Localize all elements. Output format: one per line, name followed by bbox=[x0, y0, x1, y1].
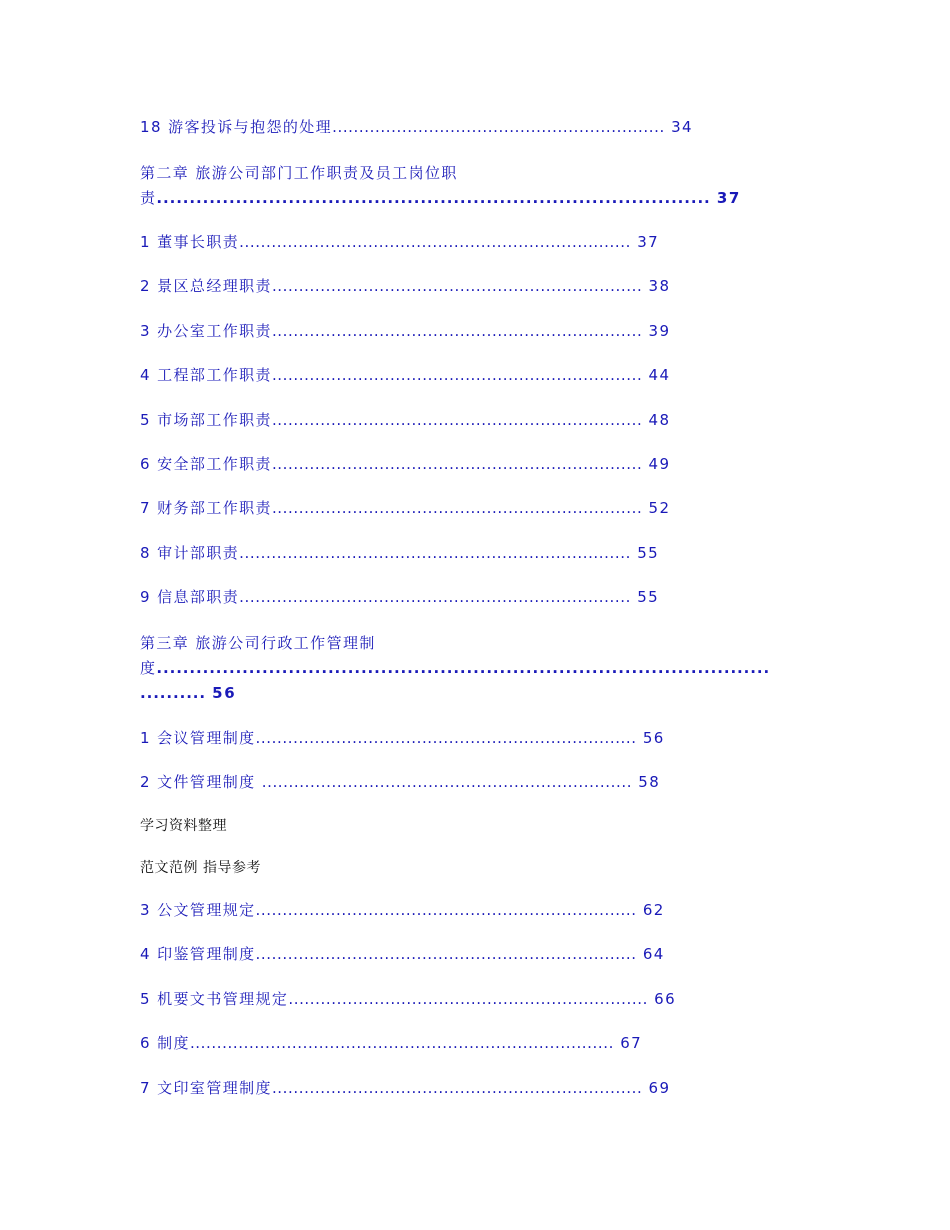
toc-leader-dots: ..................................................................... bbox=[271, 277, 643, 295]
toc-chapter-3-line2[interactable] bbox=[140, 658, 770, 678]
toc-leader-dots: ................................................................... bbox=[288, 990, 648, 1008]
toc-entry-number: 18 bbox=[140, 118, 162, 136]
toc-entry[interactable] bbox=[140, 498, 670, 518]
toc-leader-dots: ......................................................................... bbox=[239, 233, 632, 251]
toc-entry[interactable] bbox=[140, 944, 665, 964]
toc-entry-number: 8 bbox=[140, 544, 151, 562]
toc-entry-title: 安全部工作职责 bbox=[157, 455, 272, 473]
toc-leader-dots: ..................................................................... bbox=[271, 499, 643, 517]
toc-entry-number: 5 bbox=[140, 990, 151, 1008]
toc-entry[interactable] bbox=[140, 365, 670, 385]
toc-entry-page: 55 bbox=[637, 544, 660, 562]
toc-entry-page: 38 bbox=[648, 277, 671, 295]
toc-entry-page: 55 bbox=[637, 588, 660, 606]
toc-entry[interactable] bbox=[140, 454, 670, 474]
toc-entry[interactable] bbox=[140, 543, 659, 563]
toc-entry-title: 工程部工作职责 bbox=[157, 366, 272, 384]
toc-entry-title: 市场部工作职责 bbox=[157, 411, 272, 429]
toc-leader-dots: ..................................................................... bbox=[271, 1079, 643, 1097]
toc-leader-dots: ............................................................................... bbox=[189, 1034, 615, 1052]
toc-leader-dots: ....................................................................... bbox=[255, 901, 637, 919]
toc-entry-page: 62 bbox=[642, 901, 665, 919]
toc-chapter-3-line3[interactable] bbox=[140, 683, 236, 703]
toc-entry[interactable] bbox=[140, 321, 670, 341]
toc-entry-18[interactable] bbox=[140, 117, 693, 137]
toc-chapter-2-line2[interactable] bbox=[140, 188, 741, 208]
header-note: 范文范例 指导参考 bbox=[140, 860, 261, 876]
toc-entry-title: 财务部工作职责 bbox=[157, 499, 272, 517]
toc-leader-dots: ....................................................................... bbox=[255, 729, 637, 747]
toc-entry-title: 公文管理规定 bbox=[157, 901, 256, 919]
toc-entry[interactable] bbox=[140, 232, 659, 252]
toc-entry-page: 39 bbox=[648, 322, 671, 340]
toc-entry-title: 会议管理制度 bbox=[157, 729, 256, 747]
toc-entry-page: 66 bbox=[654, 990, 677, 1008]
toc-entry-page: 34 bbox=[671, 118, 693, 136]
toc-leader-dots: ......................................................................... bbox=[239, 544, 632, 562]
toc-entry[interactable] bbox=[140, 410, 670, 430]
toc-entry-title: 办公室工作职责 bbox=[157, 322, 272, 340]
toc-leader-dots: .................................................................................... bbox=[156, 189, 711, 207]
toc-leader-dots: ..................................................................... bbox=[271, 322, 643, 340]
toc-entry-number: 6 bbox=[140, 1034, 151, 1052]
toc-entry-number: 4 bbox=[140, 366, 151, 384]
toc-entry[interactable] bbox=[140, 900, 665, 920]
chapter-title-cont: 责 bbox=[140, 189, 157, 207]
toc-entry-title: 游客投诉与抱怨的处理 bbox=[168, 118, 333, 136]
toc-entry-page: 56 bbox=[212, 684, 237, 702]
toc-leader-dots: .......... bbox=[140, 684, 206, 702]
toc-entry-number: 3 bbox=[140, 901, 151, 919]
chapter-title-cont: 度 bbox=[140, 659, 157, 677]
toc-entry[interactable] bbox=[140, 772, 660, 792]
toc-entry-page: 49 bbox=[648, 455, 671, 473]
toc-entry-page: 48 bbox=[648, 411, 671, 429]
toc-entry[interactable] bbox=[140, 1033, 642, 1053]
toc-leader-dots: ..................................................................... bbox=[271, 366, 643, 384]
toc-entry-page: 52 bbox=[648, 499, 671, 517]
toc-leader-dots: ....................................................................... bbox=[255, 945, 637, 963]
toc-entry-page: 44 bbox=[648, 366, 671, 384]
toc-entry-number: 9 bbox=[140, 588, 151, 606]
toc-entry-number: 5 bbox=[140, 411, 151, 429]
toc-entry-title: 文印室管理制度 bbox=[157, 1079, 272, 1097]
toc-entry-number: 6 bbox=[140, 455, 151, 473]
toc-entry-title: 机要文书管理规定 bbox=[157, 990, 289, 1008]
toc-entry-title: 信息部职责 bbox=[157, 588, 240, 606]
chapter-title: 第三章 旅游公司行政工作管理制 bbox=[140, 634, 376, 652]
toc-entry-page: 37 bbox=[716, 189, 741, 207]
toc-entry[interactable] bbox=[140, 1078, 670, 1098]
toc-entry-title: 文件管理制度 bbox=[157, 773, 262, 791]
toc-entry-title: 景区总经理职责 bbox=[157, 277, 272, 295]
toc-entry-title: 制度 bbox=[157, 1034, 190, 1052]
toc-entry-page: 64 bbox=[642, 945, 665, 963]
toc-chapter-2-line1[interactable] bbox=[140, 163, 458, 183]
toc-chapter-3-line1[interactable] bbox=[140, 633, 376, 653]
toc-leader-dots: ..................................................................... bbox=[271, 411, 643, 429]
footer-note: 学习资料整理 bbox=[140, 818, 227, 834]
toc-entry[interactable] bbox=[140, 989, 676, 1009]
toc-entry[interactable] bbox=[140, 587, 659, 607]
toc-entry[interactable] bbox=[140, 728, 665, 748]
toc-entry-number: 1 bbox=[140, 233, 151, 251]
toc-entry-number: 7 bbox=[140, 1079, 151, 1097]
toc-entry-number: 7 bbox=[140, 499, 151, 517]
toc-entry-title: 审计部职责 bbox=[157, 544, 240, 562]
chapter-title: 第二章 旅游公司部门工作职责及员工岗位职 bbox=[140, 164, 458, 182]
toc-entry[interactable] bbox=[140, 276, 670, 296]
toc-entry-number: 1 bbox=[140, 729, 151, 747]
toc-leader-dots: ..................................................................... bbox=[271, 455, 643, 473]
toc-entry-page: 58 bbox=[638, 773, 661, 791]
toc-entry-title: 董事长职责 bbox=[157, 233, 240, 251]
toc-entry-number: 3 bbox=[140, 322, 151, 340]
toc-entry-number: 2 bbox=[140, 277, 151, 295]
toc-leader-dots: .............................................................. bbox=[332, 118, 665, 136]
toc-entry-title: 印鉴管理制度 bbox=[157, 945, 256, 963]
toc-entry-page: 69 bbox=[648, 1079, 671, 1097]
toc-entry-number: 4 bbox=[140, 945, 151, 963]
toc-entry-page: 56 bbox=[642, 729, 665, 747]
toc-leader-dots: ..................................................................... bbox=[261, 773, 633, 791]
toc-entry-number: 2 bbox=[140, 773, 151, 791]
toc-leader-dots: ............................................................................................. bbox=[156, 659, 771, 677]
toc-entry-page: 37 bbox=[637, 233, 660, 251]
toc-entry-page: 67 bbox=[620, 1034, 643, 1052]
toc-leader-dots: ......................................................................... bbox=[239, 588, 632, 606]
